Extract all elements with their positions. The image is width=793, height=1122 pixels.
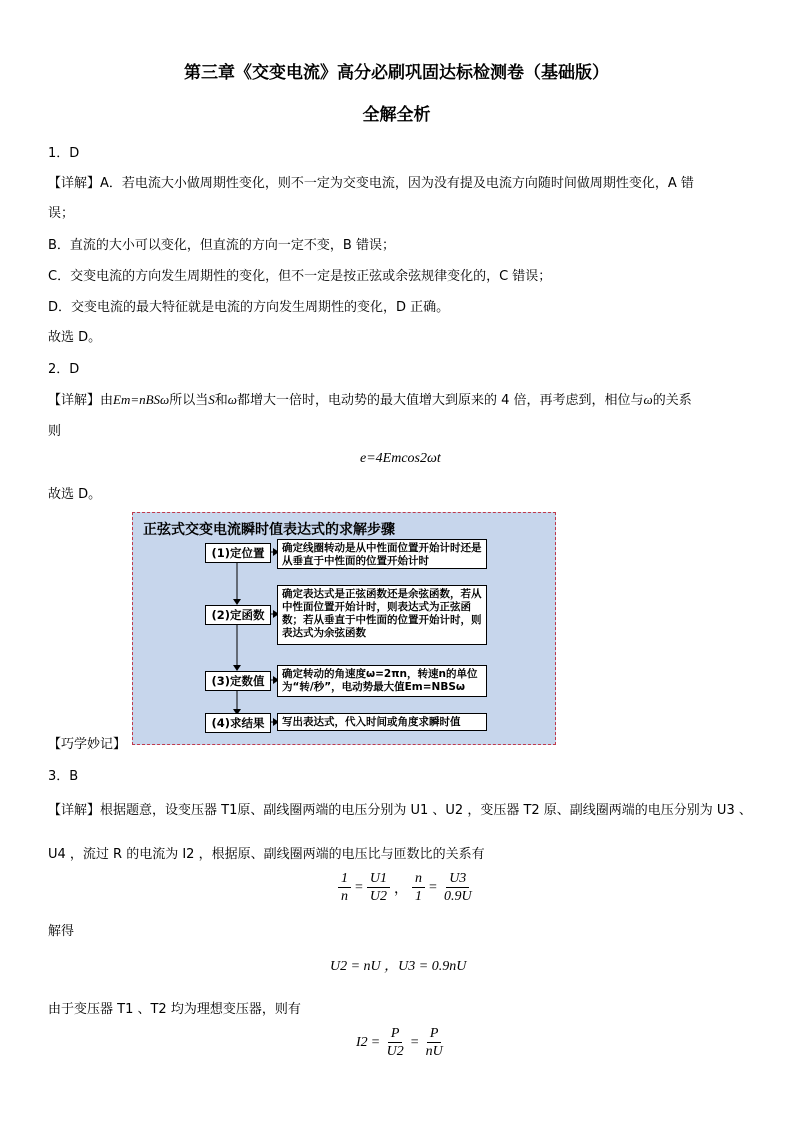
- q2-detail-mid2: 和: [214, 393, 228, 408]
- fraction: [367, 870, 390, 905]
- solution-steps-diagram: [132, 512, 556, 745]
- numerator: n: [412, 870, 425, 888]
- q1-option-d: D．交变电流的最大特征就是电流的方向发生周期性的变化，D 正确。: [48, 300, 450, 315]
- separator: ，: [394, 881, 409, 897]
- q2-detail-line1: [48, 389, 692, 408]
- step-2-desc: 确定表达式是正弦函数还是余弦函数，若从中性面位置开始计时，则表达式为正弦函数；若从垂直于中性面的位置开始计时，则表达式为余弦函数: [277, 585, 487, 645]
- page-subtitle: 全解全析: [362, 105, 431, 125]
- memo-label: 【巧学妙记】: [48, 737, 127, 752]
- step-3-label: (3)定数值: [205, 671, 271, 691]
- q3-solve-label: 解得: [48, 924, 75, 939]
- page-title: 第三章《交变电流》高分必刷巩固达标检测卷（基础版）: [184, 63, 609, 83]
- q1-detail-line1: 【详解】A．若电流大小做周期性变化，则不一定为交变电流，因为没有提及电流方向随时间做周期性变化，A 错: [48, 176, 694, 191]
- step-1-label: (1)定位置: [205, 543, 271, 563]
- denominator: 1: [415, 889, 423, 904]
- q3-equation3: I2 = $\frac{P}{U2}$ = $\frac{P}{nU}$: [356, 1025, 446, 1060]
- q3-line2: U4 ，流过 R 的电流为 I2 ，根据原、副线圈两端的电压比与匝数比的关系有: [48, 847, 485, 862]
- numerator: P: [388, 1025, 403, 1043]
- denominator: U2: [386, 1044, 404, 1059]
- numerator: U3: [446, 870, 469, 888]
- denominator: 0.9U: [443, 889, 472, 904]
- q3-line1: 【详解】根据题意，设变压器 T1原、副线圈两端的电压分别为 U1 、U2 ，变压器 T2 原、副线圈两端的电压分别为 U3 、: [48, 803, 752, 818]
- q2-equation: e=4Emcos2ωt: [360, 451, 441, 466]
- step-4-desc: 写出表达式，代入时间或角度求瞬时值: [277, 713, 487, 731]
- numerator: U1: [367, 870, 390, 888]
- q2-var-s: S: [208, 392, 215, 407]
- q2-formula-inline: Em=nBSω: [113, 392, 170, 407]
- numerator: P: [427, 1025, 442, 1043]
- q1-detail-line2: 误；: [48, 206, 75, 221]
- step-2-label: (2)定函数: [205, 605, 271, 625]
- numerator: 1: [338, 870, 351, 888]
- q3-equation2: U2 = nU ，U3 = 0.9nU: [330, 959, 467, 974]
- q2-detail-mid4: 的关系: [652, 393, 692, 408]
- fraction: [423, 1025, 446, 1060]
- q2-answer: 2．D: [48, 362, 80, 377]
- step-1-desc: 确定线圈转动是从中性面位置开始计时还是从垂直于中性面的位置开始计时: [277, 539, 487, 569]
- q2-detail-prefix: 【详解】由: [48, 393, 114, 408]
- denominator: nU: [425, 1044, 443, 1059]
- q2-detail-line2: 则: [48, 424, 62, 439]
- q3-equation1: $\frac{1}{n}$ = $\frac{U1}{U2}$ ， $\frac{n}{1}$ = $\frac{U3}{0.9U}$: [338, 870, 475, 905]
- q1-option-c: C．交变电流的方向发生周期性的变化，但不一定是按正弦或余弦规律变化的，C 错误；: [48, 269, 552, 284]
- q1-answer: 1．D: [48, 146, 80, 161]
- denominator: n: [341, 889, 348, 904]
- q2-var-omega2: ω: [643, 392, 653, 407]
- step-4-label: (4)求结果: [205, 713, 271, 733]
- q1-option-b: B．直流的大小可以变化，但直流的方向一定不变，B 错误；: [48, 238, 395, 253]
- q2-var-omega: ω: [227, 392, 237, 407]
- fraction: [384, 1025, 407, 1060]
- lhs: I2: [356, 1034, 368, 1050]
- fraction: [338, 870, 351, 905]
- q2-conclusion: 故选 D。: [48, 487, 102, 502]
- denominator: U2: [369, 889, 388, 904]
- q3-answer: 3．B: [48, 769, 79, 784]
- q3-line3: 由于变压器 T1 、T2 均为理想变压器，则有: [48, 1002, 301, 1017]
- step-3-desc: 确定转动的角速度ω=2πn，转速n的单位为“转/秒”，电动势最大值Em=NBSω: [277, 665, 487, 697]
- q1-conclusion: 故选 D。: [48, 330, 102, 345]
- diagram-title: 正弦式交变电流瞬时值表达式的求解步骤: [143, 522, 395, 538]
- q2-detail-mid1: 所以当: [169, 393, 209, 408]
- fraction: [441, 870, 475, 905]
- fraction: [412, 870, 425, 905]
- q2-detail-mid3: 都增大一倍时，电动势的最大值增大到原来的 4 倍，再考虑到，相位与: [236, 393, 644, 408]
